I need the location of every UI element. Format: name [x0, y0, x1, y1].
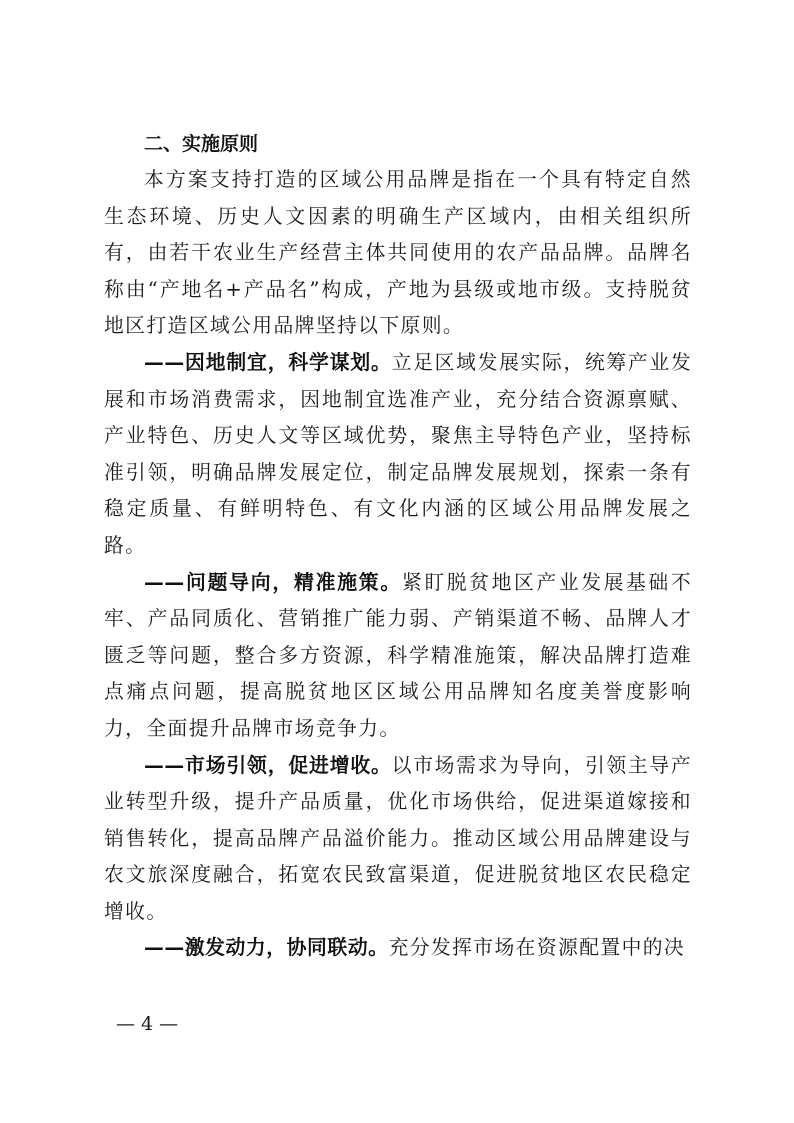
- paragraph-text: 紧盯脱贫地区产业发展基础不牢、产品同质化、营销推广能力弱、产销渠道不畅、品牌人才匮乏等问题，整合多方资源，科学精准施策，解决品牌打造难点痛点问题，提高脱贫地区区域公用品牌知名度美誉度影响力，全面提升品牌市场竞争力。: [104, 570, 692, 740]
- principle-title: ——问题导向，精准施策。: [144, 570, 402, 594]
- principle-title: ——市场引领，促进增收。: [144, 753, 392, 777]
- paragraph-text: 充分发挥市场在资源配置中的决: [388, 936, 686, 960]
- paragraph-text: 以市场需求为导向，引领主导产业转型升级，提升产品质量，优化市场供给，促进渠道嫁接和销售转化，提高品牌产品溢价能力。推动区域公用品牌建设与农文旅深度融合，拓宽农民致富渠道，促进脱贫地区农民稳定增收。: [104, 753, 692, 923]
- paragraph-principle-2: [104, 565, 692, 748]
- section-heading: 二、实施原则: [144, 133, 259, 155]
- principle-title: ——激发动力，协同联动。: [144, 936, 389, 960]
- paragraph-principle-3: [104, 748, 692, 931]
- paragraph-text: 立足区域发展实际，统筹产业发展和市场消费需求，因地制宜选准产业，充分结合资源禀赋、产业特色、历史人文等区域优势，聚焦主导特色产业，坚持标准引领，明确品牌发展定位，制定品牌发展规划，探索一条有稳定质量、有鲜明特色、有文化内涵的区域公用品牌发展之路。: [104, 350, 692, 557]
- principle-title: ——因地制宜，科学谋划。: [144, 350, 392, 374]
- paragraph-principle-1: [104, 345, 692, 565]
- page-number: — 4 —: [116, 1013, 179, 1035]
- paragraph-intro: [104, 162, 692, 345]
- paragraph-text: 本方案支持打造的区域公用品牌是指在一个具有特定自然生态环境、历史人文因素的明确生产区域内，由相关组织所有，由若干农业生产经营主体共同使用的农产品品牌。品牌名称由“产地名+产品名”构成，产地为县级或地市级。支持脱贫地区打造区域公用品牌坚持以下原则。: [104, 168, 692, 338]
- page-body: [104, 126, 692, 967]
- paragraph-principle-4: [104, 930, 692, 967]
